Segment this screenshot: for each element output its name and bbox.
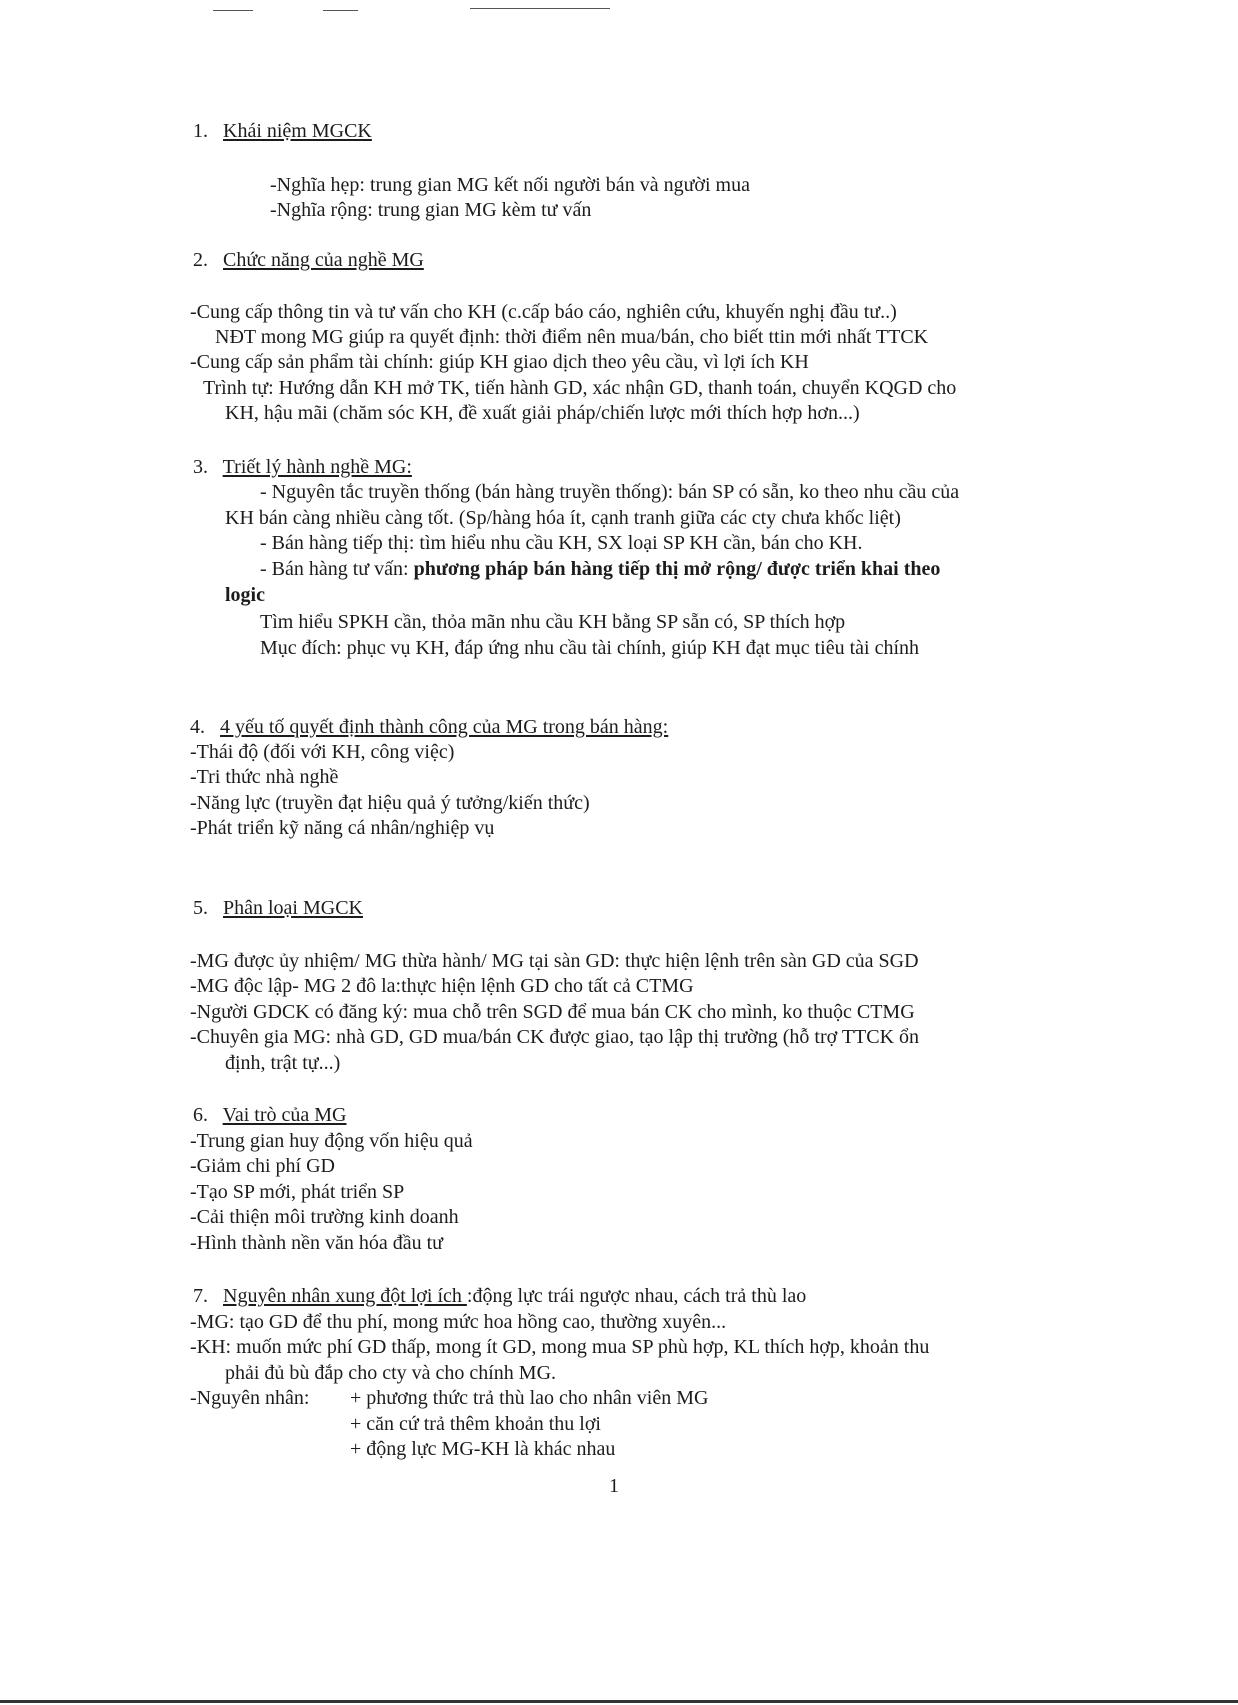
scan-mark xyxy=(323,10,358,11)
text-line: -Tạo SP mới, phát triển SP xyxy=(190,1181,405,1203)
text-line: -MG: tạo GD để thu phí, mong mức hoa hồng cao, thường xuyên... xyxy=(190,1311,727,1333)
text-line: NĐT mong MG giúp ra quyết định: thời điểm nên mua/bán, cho biết ttin mới nhất TTCK xyxy=(215,326,929,348)
text-line: -MG độc lập- MG 2 đô la:thực hiện lệnh GD cho tất cả CTMG xyxy=(190,975,694,997)
text-line: -Người GDCK có đăng ký: mua chỗ trên SGD để mua bán CK cho mình, ko thuộc CTMG xyxy=(190,1001,915,1023)
text-line: Mục đích: phục vụ KH, đáp ứng nhu cầu tài chính, giúp KH đạt mục tiêu tài chính xyxy=(260,637,920,659)
section-title: Chức năng của nghề MG xyxy=(223,249,424,271)
text-line: -Hình thành nền văn hóa đầu tư xyxy=(190,1232,443,1254)
section-number: 3. xyxy=(193,456,208,478)
text-line: -Trung gian huy động vốn hiệu quả xyxy=(190,1130,473,1152)
section-1-heading xyxy=(193,119,372,143)
section-number: 2. xyxy=(193,249,208,271)
text-line: phải đủ bù đắp cho cty và cho chính MG. xyxy=(225,1362,557,1384)
section-4-heading xyxy=(190,715,668,739)
text-line: -Nghĩa hẹp: trung gian MG kết nối người bán và người mua xyxy=(270,174,750,196)
text-line: -Chuyên gia MG: nhà GD, GD mua/bán CK được giao, tạo lập thị trường (hỗ trợ TTCK ổn xyxy=(190,1026,920,1048)
section-6-heading xyxy=(193,1103,347,1127)
text-line: -Cải thiện môi trường kinh doanh xyxy=(190,1206,459,1228)
section-number: 5. xyxy=(193,897,208,919)
text-line: -Cung cấp thông tin và tư vấn cho KH (c.cấp báo cáo, nghiên cứu, khuyến nghị đầu tư..) xyxy=(190,301,897,323)
text-line: -Cung cấp sản phẩm tài chính: giúp KH giao dịch theo yêu cầu, vì lợi ích KH xyxy=(190,351,809,373)
section-title: 4 yếu tố quyết định thành công của MG trong bán hàng: xyxy=(220,716,669,738)
section-7-heading xyxy=(193,1284,806,1308)
section-number: 4. xyxy=(190,716,205,738)
text-line: + căn cứ trả thêm khoản thu lợi xyxy=(350,1413,601,1435)
text-line: KH, hậu mãi (chăm sóc KH, đề xuất giải pháp/chiến lược mới thích hợp hơn...) xyxy=(225,402,860,424)
text-line: định, trật tự...) xyxy=(225,1052,341,1074)
text-line: - Bán hàng tiếp thị: tìm hiểu nhu cầu KH, SX loại SP KH cần, bán cho KH. xyxy=(260,532,863,554)
scan-bottom-edge xyxy=(0,1700,1238,1703)
bold-text: phương pháp bán hàng tiếp thị mở rộng/ được triển khai theo xyxy=(413,558,941,580)
section-title: Khái niệm MGCK xyxy=(223,120,372,142)
text-line: - Nguyên tắc truyền thống (bán hàng truyền thống): bán SP có sẵn, ko theo nhu cầu của xyxy=(260,481,960,503)
section-title: Nguyên nhân xung đột lợi ích xyxy=(223,1285,467,1307)
text-line: -KH: muốn mức phí GD thấp, mong ít GD, mong mua SP phù hợp, KL thích hợp, khoản thu xyxy=(190,1336,930,1358)
text-line: + động lực MG-KH là khác nhau xyxy=(350,1438,616,1460)
section-title: Vai trò của MG xyxy=(222,1104,347,1126)
text-line: -Thái độ (đối với KH, công việc) xyxy=(190,741,455,763)
text-line: -Nguyên nhân: xyxy=(190,1387,310,1409)
text-line: + phương thức trả thù lao cho nhân viên MG xyxy=(350,1387,709,1409)
text-line: -Giảm chi phí GD xyxy=(190,1155,335,1177)
section-title-rest: :động lực trái ngược nhau, cách trả thù lao xyxy=(466,1285,807,1307)
text-line: -Tri thức nhà nghề xyxy=(190,766,339,788)
text-line: -Nghĩa rộng: trung gian MG kèm tư vấn xyxy=(270,199,592,221)
scan-mark xyxy=(470,8,610,9)
section-3-heading xyxy=(193,455,412,479)
bold-text: logic xyxy=(225,584,265,606)
text-line xyxy=(260,557,940,581)
text-line: KH bán càng nhiều càng tốt. (Sp/hàng hóa ít, cạnh tranh giữa các cty chưa khốc liệt) xyxy=(225,507,901,529)
section-title: Triết lý hành nghề MG: xyxy=(222,456,412,478)
text-line: -Phát triển kỹ năng cá nhân/nghiệp vụ xyxy=(190,817,495,839)
section-5-heading xyxy=(193,896,363,920)
text-line: Trình tự: Hướng dẫn KH mở TK, tiến hành GD, xác nhận GD, thanh toán, chuyển KQGD cho xyxy=(203,377,957,399)
text-span: - Bán hàng tư vấn: xyxy=(260,558,414,580)
text-line: -Năng lực (truyền đạt hiệu quả ý tưởng/kiến thức) xyxy=(190,792,590,814)
text-line: -MG được ủy nhiệm/ MG thừa hành/ MG tại sàn GD: thực hiện lệnh trên sàn GD của SGD xyxy=(190,950,919,972)
section-2-heading xyxy=(193,248,424,272)
section-number: 6. xyxy=(193,1104,208,1126)
section-title: Phân loại MGCK xyxy=(223,897,363,919)
section-number: 7. xyxy=(193,1285,208,1307)
section-number: 1. xyxy=(193,120,208,142)
page-number: 1 xyxy=(609,1475,619,1497)
text-line: Tìm hiểu SPKH cần, thỏa mãn nhu cầu KH bằng SP sẵn có, SP thích hợp xyxy=(260,611,846,633)
scan-mark xyxy=(213,10,253,11)
